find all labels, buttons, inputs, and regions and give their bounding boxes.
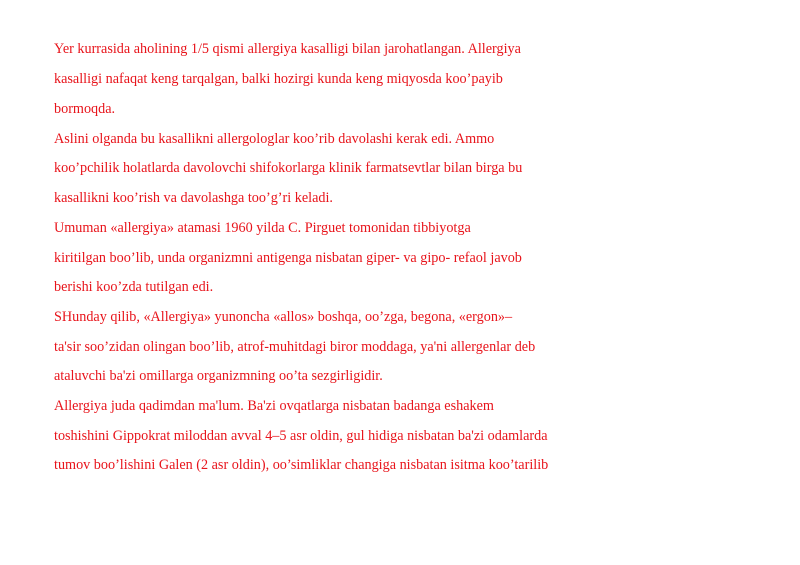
text-line-10: SHunday qilib, «Allergiya» yunoncha «allos» boshqa, oo’zga, begona, «ergon»– — [54, 309, 513, 325]
text-line-14: toshishini Gippokrat miloddan avval 4–5 asr oldin, gul hidiga nisbatan ba'zi odamlarda — [54, 428, 548, 444]
text-line-7: Umuman «allergiya» atamasi 1960 yilda C. Pirguet tomonidan tibbiyotga — [54, 220, 471, 236]
text-line-9: berishi koo’zda tutilgan edi. — [54, 279, 214, 295]
text-line-15: tumov boo’lishini Galen (2 asr oldin), oo’simliklar changiga nisbatan isitma koo’tarilib — [54, 457, 549, 473]
text-line-4: Aslini olganda bu kasallikni allergologlar koo’rib davolashi kerak edi. Ammo — [54, 131, 495, 147]
text-line-11: ta'sir soo’zidan olingan boo’lib, atrof-muhitdagi biror moddaga, ya'ni allergenlar deb — [54, 339, 536, 355]
text-line-8: kiritilgan boo’lib, unda organizmni antigenga nisbatan giper- va gipo- refaol javob — [54, 250, 522, 266]
text-line-6: kasallikni koo’rish va davolashga too’g’ri keladi. — [54, 190, 333, 206]
text-line-2: kasalligi nafaqat keng tarqalgan, balki hozirgi kunda keng miqyosda koo’payib — [54, 71, 503, 87]
text-line-12: ataluvchi ba'zi omillarga organizmning oo’ta sezgirligidir. — [54, 368, 383, 384]
text-line-5: koo’pchilik holatlarda davolovchi shifokorlarga klinik farmatsevtlar bilan birga bu — [54, 160, 523, 176]
text-line-1: Yer kurrasida aholining 1/5 qismi allergiya kasalligi bilan jarohatlangan. Allergiya — [54, 41, 521, 57]
text-line-3: bormoqda. — [54, 101, 116, 117]
text-line-13: Allergiya juda qadimdan ma'lum. Ba'zi ovqatlarga nisbatan badanga eshakem — [54, 398, 494, 414]
